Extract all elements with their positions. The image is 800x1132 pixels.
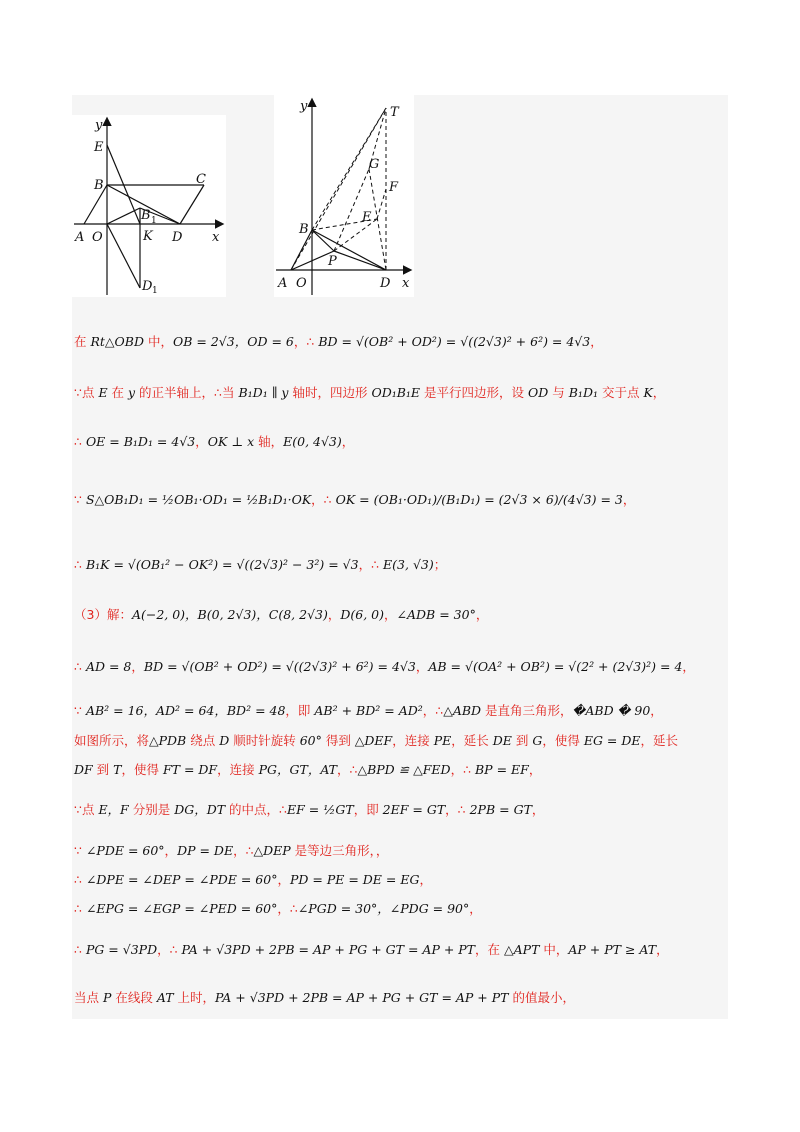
text-run: ，: [131, 659, 144, 674]
text-run: ，∴: [337, 762, 358, 777]
text-run: ，∴: [233, 843, 254, 858]
text-run: ∵: [74, 843, 86, 858]
text-run: △PDB: [149, 733, 187, 748]
text-run: D: [219, 733, 230, 748]
solution-line-13: [74, 870, 724, 890]
text-run: ∵点: [74, 802, 99, 817]
text-run: S△OB₁D₁ = ½OB₁·OD₁ = ½B₁D₁·OK: [85, 492, 312, 507]
text-run: ，: [277, 872, 290, 887]
text-run: AB² + BD² = AD²: [314, 703, 423, 718]
solution-line-6: [74, 605, 724, 625]
text-run: ，: [652, 385, 666, 400]
figure-2-diagram: [274, 95, 414, 297]
text-run: OD₁B₁E: [371, 385, 421, 400]
text-run: ，在: [475, 942, 505, 957]
text-run: 得到: [321, 733, 355, 748]
text-run: 到: [92, 762, 114, 777]
seg-GD: [369, 169, 386, 270]
label-E: E: [362, 210, 372, 225]
text-run: FT = DF: [162, 762, 218, 777]
text-run: ∴: [371, 557, 384, 572]
text-run: ，连接: [392, 733, 434, 748]
text-run: 在: [74, 334, 87, 349]
text-run: ∴: [74, 434, 86, 449]
text-run: BP = EF: [475, 762, 529, 777]
text-run: PG，GT，AT: [258, 762, 338, 777]
label-G: G: [369, 157, 380, 172]
text-run: AD = 8: [85, 659, 132, 674]
text-run: AT: [156, 990, 174, 1005]
text-run: ，: [590, 334, 603, 349]
text-run: ，即: [285, 703, 315, 718]
text-run: △ABD: [443, 703, 482, 718]
text-run: 中，: [539, 942, 569, 957]
text-run: 轴时，四边形: [288, 385, 372, 400]
text-run: 的值最小，: [508, 990, 575, 1005]
label-A: A: [278, 276, 288, 291]
text-run: G: [532, 733, 543, 748]
text-run: DE: [492, 733, 512, 748]
text-run: AP + PT ≥ AT: [568, 942, 657, 957]
text-run: 是直角三角形，: [481, 703, 573, 718]
solution-line-5: [74, 555, 724, 575]
text-run: 2EF = GT: [382, 802, 446, 817]
text-run: ∠EPG = ∠EGP = ∠PED = 60°: [85, 901, 278, 916]
label-P: P: [328, 254, 337, 269]
text-run: ，: [531, 802, 545, 817]
text-run: ∠ADB = 30°: [396, 607, 476, 622]
text-run: E: [98, 385, 108, 400]
seg-PD: [334, 251, 386, 270]
text-run: �ABD � 90: [572, 703, 651, 718]
text-run: PA + √3PD + 2PB = AP + PG + GT = AP + PT: [215, 990, 509, 1005]
text-run: PE: [433, 733, 452, 748]
solution-line-2: [74, 383, 724, 403]
text-run: BD = √(OB² + OD²) = √((2√3)² + 6²) = 4√3: [318, 334, 591, 349]
solution-line-14: [74, 899, 724, 919]
text-run: 60°: [299, 733, 322, 748]
text-run: ，: [164, 843, 178, 858]
text-run: ，: [622, 492, 636, 507]
solution-line-8: [74, 701, 724, 721]
text-run: DP = DE: [177, 843, 234, 858]
solution-line-11: [74, 800, 724, 820]
text-run: BD = √(OB² + OD²) = √((2√3)² + 6²) = 4√3: [143, 659, 416, 674]
text-run: ∴: [74, 659, 86, 674]
text-run: B₁D₁: [568, 385, 598, 400]
text-run: 在: [107, 385, 129, 400]
solution-line-15: [74, 940, 724, 960]
label-K: K: [143, 229, 153, 244]
label-C: C: [196, 172, 206, 187]
text-run: ∴: [323, 492, 336, 507]
text-run: ，∴: [450, 762, 475, 777]
text-run: △DEP: [253, 843, 291, 858]
label-F: F: [389, 180, 399, 195]
label-B: B: [299, 222, 309, 237]
solution-line-3: [74, 432, 724, 452]
text-run: （3）解：: [74, 607, 132, 622]
text-run: ，: [656, 942, 669, 957]
text-run: ，: [475, 607, 489, 622]
text-run: DG，DT: [174, 802, 226, 817]
text-run: OK ⊥ x: [207, 434, 255, 449]
seg-OD1: [107, 224, 140, 288]
text-run: OB = 2√3，OD = 6: [172, 334, 294, 349]
text-run: PG = √3PD: [85, 942, 158, 957]
text-run: 交于点: [597, 385, 644, 400]
label-B: B: [94, 178, 104, 193]
text-run: ，∴: [422, 703, 444, 718]
text-run: ∵: [74, 492, 86, 507]
text-run: ，: [327, 607, 341, 622]
text-run: ，: [293, 334, 307, 349]
text-run: E(3, √3): [383, 557, 434, 572]
label-B1: B: [141, 208, 151, 223]
text-run: P: [102, 990, 112, 1005]
seg-CD: [180, 185, 204, 224]
text-run: ，: [528, 762, 542, 777]
text-run: EG = DE: [583, 733, 641, 748]
text-run: E(0, 4√3): [283, 434, 342, 449]
text-run: ∠PDE = 60°: [85, 843, 165, 858]
solution-line-16: [74, 988, 724, 1008]
label-T: T: [390, 105, 399, 120]
text-run: 的中点，∴: [225, 802, 288, 817]
text-run: 上时，: [173, 990, 216, 1005]
text-run: y: [128, 385, 136, 400]
solution-line-12: [74, 841, 724, 861]
text-run: DF: [74, 762, 93, 777]
text-run: ∴: [306, 334, 319, 349]
text-run: 到: [511, 733, 533, 748]
text-run: ，延长: [640, 733, 679, 748]
text-run: B₁K = √(OB₁² − OK²) = √((2√3)² − 3²) = √3: [85, 557, 359, 572]
text-run: ，: [384, 607, 397, 622]
text-run: OE = B₁D₁ = 4√3: [85, 434, 196, 449]
text-run: ∴: [74, 901, 86, 916]
text-run: 分别是: [128, 802, 175, 817]
text-run: PA + √3PD + 2PB = AP + PG + GT = AP + PT: [181, 942, 476, 957]
text-run: 与: [548, 385, 569, 400]
text-run: Rt△OBD: [86, 334, 148, 349]
label-O: O: [296, 276, 307, 291]
text-run: 的正半轴上，∴当: [135, 385, 239, 400]
text-run: ∴: [74, 557, 86, 572]
label-x: x: [402, 276, 410, 291]
label-B1-sub: 1: [151, 216, 157, 226]
text-run: 在线段: [111, 990, 157, 1005]
text-run: 中，: [147, 334, 173, 349]
label-D1: D: [142, 279, 153, 294]
label-y: y: [300, 99, 308, 114]
text-run: ，∴: [157, 942, 182, 957]
text-run: OD: [528, 385, 549, 400]
text-run: E，F: [98, 802, 129, 817]
label-E: E: [94, 140, 104, 155]
text-run: ，∴: [277, 901, 298, 916]
figure-1-diagram: [72, 115, 226, 297]
text-run: 是平行四边形，设: [420, 385, 529, 400]
text-run: ，延长: [451, 733, 493, 748]
text-run: ∠DPE = ∠DEP = ∠PDE = 60°: [85, 872, 278, 887]
text-run: B₁D₁ ∥ y: [238, 385, 289, 400]
text-run: ；: [433, 557, 447, 572]
text-run: ∴: [74, 942, 86, 957]
label-D1-sub: 1: [152, 286, 158, 296]
text-run: ，使得: [121, 762, 163, 777]
seg-EF: [377, 189, 386, 219]
text-run: △APT: [504, 942, 540, 957]
text-run: ，即: [353, 802, 383, 817]
text-run: ，: [415, 659, 429, 674]
text-run: ∴: [74, 872, 86, 887]
text-run: 当点: [74, 990, 103, 1005]
text-run: 顺时针旋转: [229, 733, 300, 748]
seg-OB1: [107, 208, 140, 224]
text-run: ，: [682, 659, 695, 674]
text-run: 绕点: [186, 733, 220, 748]
text-run: 是等边三角形，，: [290, 843, 389, 858]
solution-line-4: [74, 490, 724, 510]
seg-BD: [312, 230, 386, 270]
text-run: ，连接: [217, 762, 259, 777]
text-run: AB² = 16，AD² = 64，BD² = 48: [85, 703, 286, 718]
label-x: x: [212, 230, 220, 245]
text-run: △BPD ≌ △FED: [357, 762, 451, 777]
text-run: ∵: [74, 703, 86, 718]
text-run: 轴，: [254, 434, 284, 449]
text-run: OK = (OB₁·OD₁)/(B₁D₁) = (2√3 × 6)/(4√3) = 3: [335, 492, 623, 507]
label-A: A: [75, 230, 85, 245]
figure-2: [274, 95, 414, 297]
text-run: AB = √(OA² + OB²) = √(2² + (2√3)²) = 4: [428, 659, 683, 674]
text-run: PD = PE = DE = EG: [289, 872, 420, 887]
label-y: y: [95, 118, 103, 133]
solution-line-9: [74, 731, 724, 751]
label-D: D: [380, 276, 391, 291]
text-run: ，: [341, 434, 355, 449]
solution-line-10: [74, 760, 724, 780]
text-run: ，: [419, 872, 432, 887]
text-run: ∵点: [74, 385, 99, 400]
text-run: ，使得: [542, 733, 584, 748]
text-run: ，: [311, 492, 324, 507]
label-D: D: [172, 230, 183, 245]
text-run: D(6, 0): [340, 607, 385, 622]
text-run: ∠PGD = 30°，∠PDG = 90°: [297, 901, 470, 916]
solution-line-7: [74, 657, 724, 677]
label-O: O: [92, 230, 103, 245]
text-run: 如图所示，将: [74, 733, 150, 748]
text-run: ，∴: [445, 802, 470, 817]
text-run: ，: [650, 703, 663, 718]
figure-1: [72, 115, 226, 297]
solution-line-1: [74, 332, 724, 352]
text-run: ，: [358, 557, 372, 572]
text-run: 2PB = GT: [469, 802, 532, 817]
text-run: △DEF: [354, 733, 393, 748]
text-run: EF = ½GT: [287, 802, 354, 817]
text-run: ，: [469, 901, 482, 916]
text-run: K: [643, 385, 653, 400]
text-run: ，: [195, 434, 208, 449]
text-run: T: [113, 762, 122, 777]
text-run: A(−2, 0)，B(0, 2√3)，C(8, 2√3): [131, 607, 328, 622]
